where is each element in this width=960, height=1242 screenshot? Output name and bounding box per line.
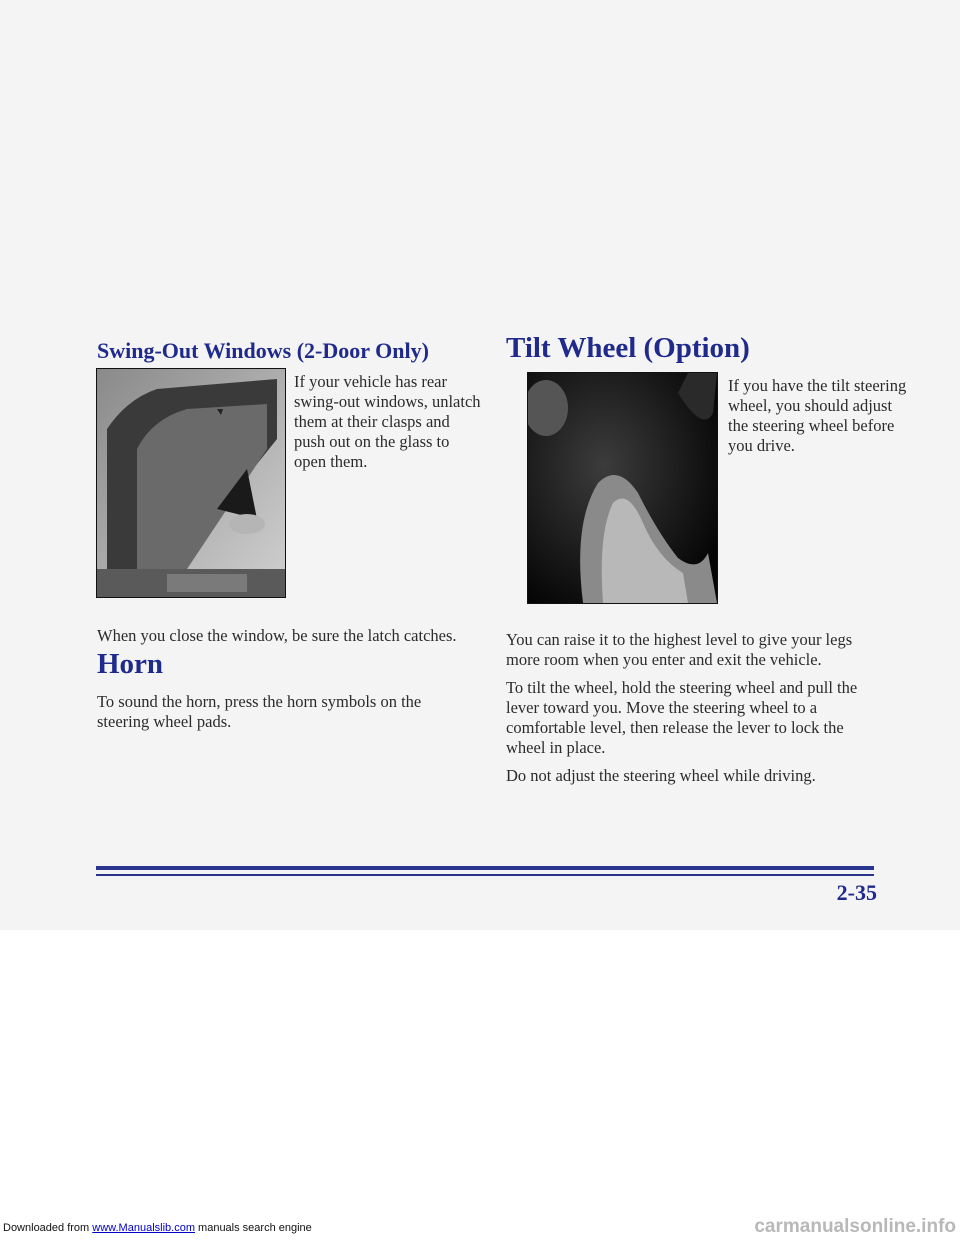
tilt-intro-line-4: you drive.: [728, 436, 795, 455]
tilt-para1-line-1: You can raise it to the highest level to give your legs: [506, 630, 853, 649]
horn-line-1: To sound the horn, press the horn symbols on the: [97, 692, 422, 711]
tilt-intro-line-1: If you have the tilt steering: [728, 376, 907, 395]
swing-out-line-4: push out on the glass to: [294, 432, 450, 451]
tilt-para3: Do not adjust the steering wheel while driving.: [506, 766, 816, 785]
manualslib-link[interactable]: www.Manualslib.com: [92, 1222, 195, 1234]
latch-note: When you close the window, be sure the latch catches.: [97, 626, 457, 645]
tilt-para2-line-4: wheel in place.: [506, 738, 606, 757]
swing-out-line-5: open them.: [294, 452, 368, 471]
tilt-intro-line-3: the steering wheel before: [728, 416, 895, 435]
swing-out-line-2: swing-out windows, unlatch: [294, 392, 481, 411]
page-number: 2-35: [836, 880, 877, 905]
tilt-intro-line-2: wheel, you should adjust: [728, 396, 893, 415]
swing-out-windows-heading: Swing-Out Windows (2-Door Only): [97, 338, 429, 363]
swing-out-window-photo: [96, 368, 286, 598]
footer-suffix: manuals search engine: [194, 1222, 312, 1234]
tilt-para2-line-2: lever toward you. Move the steering wheel to a: [506, 698, 818, 717]
tilt-wheel-heading: Tilt Wheel (Option): [506, 332, 750, 364]
watermark-logo: carmanualsonline.info: [754, 1216, 956, 1237]
page-rule-bottom: [96, 874, 874, 876]
page-rule-top: [96, 866, 874, 870]
tilt-wheel-photo: [527, 372, 718, 604]
horn-line-2: steering wheel pads.: [97, 712, 232, 731]
swing-out-line-1: If your vehicle has rear: [294, 372, 448, 391]
download-footer: [3, 1222, 312, 1234]
footer-prefix: Downloaded from: [3, 1222, 93, 1234]
tilt-para1-line-2: more room when you enter and exit the vehicle.: [506, 650, 822, 669]
swing-out-line-3: them at their clasps and: [294, 412, 450, 431]
tilt-para2-line-1: To tilt the wheel, hold the steering wheel and pull the: [506, 678, 858, 697]
horn-heading: Horn: [97, 648, 164, 680]
tilt-para2-line-3: comfortable level, then release the lever to lock the: [506, 718, 844, 737]
